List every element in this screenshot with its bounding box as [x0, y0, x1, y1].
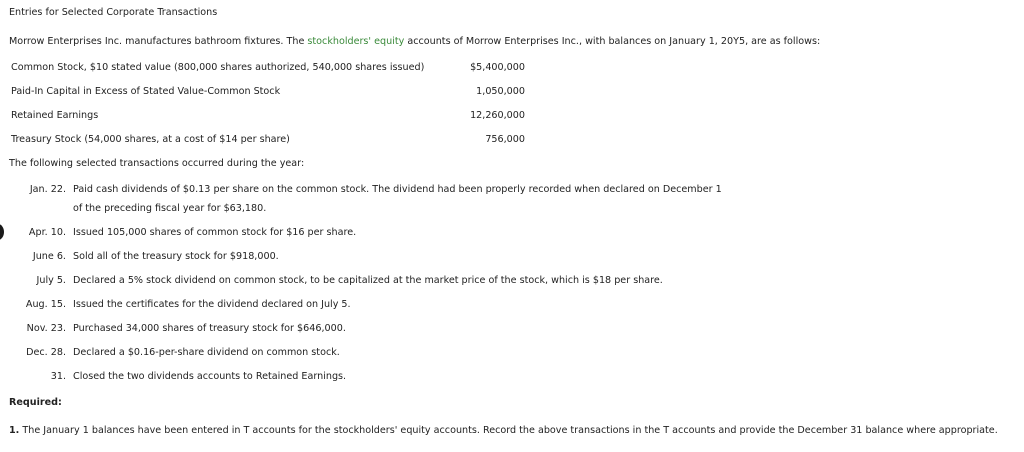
account-balance: 1,050,000	[476, 85, 525, 97]
transactions-intro: The following selected transactions occurred during the year:	[9, 158, 305, 169]
account-name: Common Stock, $10 stated value (800,000 shares authorized, 540,000 shares issued)	[11, 61, 425, 73]
transaction-date: Dec. 28.	[26, 347, 66, 358]
table-row	[9, 127, 539, 151]
transaction-text: Purchased 34,000 shares of treasury stock for $646,000.	[73, 323, 346, 334]
instruction-number: 1.	[9, 425, 20, 436]
transaction-text: Closed the two dividends accounts to Retained Earnings.	[73, 371, 347, 382]
account-balance: 12,260,000	[470, 109, 525, 121]
intro-paragraph	[9, 36, 820, 47]
balances-table	[9, 55, 539, 151]
side-tab-handle[interactable]	[0, 224, 4, 240]
instruction-text: The January 1 balances have been entered in T accounts for the stockholders' equity accounts. Record the above transactions in the T accounts and provide the December 31 balance where appropriate.	[22, 425, 998, 436]
instruction-item	[9, 425, 998, 436]
stockholders-equity-link[interactable]: stockholders' equity	[307, 36, 405, 47]
transaction-date: June 6.	[32, 251, 66, 262]
account-name: Treasury Stock (54,000 shares, at a cost of $14 per share)	[11, 133, 290, 145]
transaction-text: Paid cash dividends of $0.13 per share on the common stock. The dividend had been properly recorded when declared on December 1	[73, 184, 722, 195]
table-row	[9, 79, 539, 103]
account-name: Retained Earnings	[11, 109, 99, 121]
transaction-date: Apr. 10.	[28, 227, 66, 238]
required-heading: Required:	[9, 397, 62, 408]
transaction-text: Declared a $0.16-per-share dividend on common stock.	[73, 347, 340, 358]
page-title: Entries for Selected Corporate Transactions	[9, 7, 218, 18]
table-row	[9, 55, 539, 79]
transaction-text: Sold all of the treasury stock for $918,000.	[73, 251, 279, 262]
transaction-date: July 5.	[36, 275, 66, 286]
transaction-text: Issued the certificates for the dividend declared on July 5.	[73, 299, 351, 310]
table-row	[9, 103, 539, 127]
account-balance: $5,400,000	[470, 61, 525, 73]
transaction-date: Aug. 15.	[25, 299, 66, 310]
transaction-text-continued: of the preceding fiscal year for $63,180.	[73, 203, 267, 214]
intro-text-end: accounts of Morrow Enterprises Inc., with balances on January 1, 20Y5, are as follows:	[404, 36, 821, 47]
transaction-date: 31.	[50, 371, 66, 382]
transaction-date: Nov. 23.	[26, 323, 66, 334]
transaction-text: Issued 105,000 shares of common stock for $16 per share.	[73, 227, 357, 238]
transaction-text: Declared a 5% stock dividend on common stock, to be capitalized at the market price of the stock, which is $18 per share.	[73, 275, 663, 286]
transaction-date: Jan. 22.	[29, 184, 66, 195]
account-balance: 756,000	[485, 133, 525, 145]
account-name: Paid-In Capital in Excess of Stated Value-Common Stock	[11, 85, 281, 97]
intro-text-start: Morrow Enterprises Inc. manufactures bathroom fixtures. The	[9, 36, 308, 47]
